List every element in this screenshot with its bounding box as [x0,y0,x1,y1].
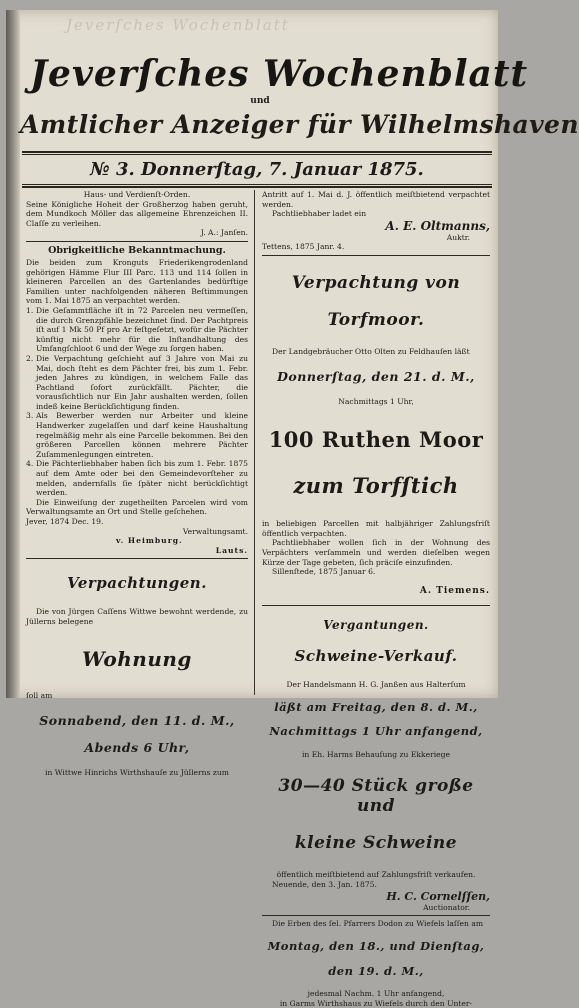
newspaper-page [6,10,579,1008]
torf-big-2: zum Torfſtich [293,473,459,499]
notice-item-number: 3. [26,411,34,421]
torf-big-1: 100 Ruthen Moor [268,427,484,453]
page-binding-edge [6,10,20,698]
top-text: Antritt auf 1. Mai d. J. öffentlich meiſtbietend verpachtet werden. [262,190,490,209]
notice-item-number: 2. [26,353,34,363]
torf-heading-1: Verpachtung von [291,272,461,293]
vergantungen-heading: Vergantungen. [323,617,429,632]
erben-place: in Garms Wirthshaus zu Wiefels durch den Unter- [279,998,473,1008]
pacht-time: Abends 6 Uhr, [84,740,190,756]
notice-item-text: Die Pächterliebhaber haben ſich bis zum 1. Febr. 1875 auf dem Amte oder bei den Gemeindevorſteher zu melden, andernfalls ſie ſpäter nicht berückſichtigt werden. [36,459,248,498]
divider [262,915,490,916]
erben-time: jedesmal Nachm. 1 Uhr anfangend, [307,989,445,999]
schweine-heading: Schweine-Verkauf. [294,646,458,665]
pacht-heading: Verpachtungen. [67,574,207,593]
masthead-subtitle: Amtlicher Anzeiger für Wilhelmshaven [20,110,579,139]
divider [262,255,490,256]
torf-text-2: Pachtliebhaber wollen ſich in der Wohnung des Verpächters verſammeln und werden dieſelben wegen Kürze der Tage gebeten, ſich präciſe einzufinden. [262,538,490,567]
notice-item-text: Die Geſammtfläche iſt in 72 Parcelen neu vermeſſen, die durch Grenzpfähle bezeichnet ſind. Der Pachtpreis iſt auf 1 Mk 50 Pf pro Ar feſtgeſetzt, wofür die Pächter künftig nicht mehr für die Inſtandhaltung des Umfangſchloot 6 und der Wege zu ſorgen haben. [36,305,248,354]
schweine-date-2: Nachmittags 1 Uhr anfangend, [269,724,483,739]
masthead-rule-top [22,151,492,153]
schweine-date-1: läßt am Freitag, den 8. d. M., [274,699,478,714]
pacht-wohnung: Wohnung [82,646,192,671]
divider [26,558,248,559]
torf-place: Sillenſtede, 1875 Januar 6. [272,567,376,577]
notice-item [26,306,248,354]
schweine-place: in Eh. Harms Behauſung zu Ekkeriege [302,749,450,759]
notice-intro: Die beiden zum Kronguts Friederikengrodenland gehörigen Hämme Flur III Parc. 113 und 114 ſollen in kleineren Parcellen an des Gartenlandes bedürftige Familien unter nachfolgenden näheren Beſtimmungen vom 1. Mai 1875 an verpachtet werden. [26,257,248,306]
pacht-soll: ſoll am [26,690,53,700]
top-text-2: Pachtliebhaber ladet ein [272,209,367,219]
erben-text: Die Erben des ſel. Pfarrers Dodon zu Wiefels laſſen am [272,919,484,929]
right-column [262,190,490,1008]
schweine-intro: Der Handelsmann H. G. Janßen aus Halterſum [286,679,466,689]
notice-item [26,459,248,497]
masthead-und: und [250,96,270,106]
notice-signature-1: v. Heimburg. [116,536,183,546]
pacht-text: Die von Jürgen Caſſens Wittwe bewohnt werdende, zu Jüllerns belegene [26,607,248,626]
pacht-date: Sonnabend, den 11. d. M., [39,712,235,728]
issue-line: № 3. Donnerſtag, 7. Januar 1875. [90,159,424,180]
notice-item [26,411,248,459]
torf-time: Nachmittags 1 Uhr, [338,396,414,406]
notice-office: Verwaltungsamt. [182,526,248,536]
pacht-place: in Wittwe Hinrichs Wirthshauſe zu Jüllerns zum [45,767,229,777]
notice-item [26,354,248,412]
issue-rule-thin [22,184,492,185]
torf-intro: Der Landgebräucher Otto Olten zu Feldhauſen läßt [272,346,470,356]
bleed-through-text: Jeverſches Wochenblatt [66,16,290,34]
orden-text: Seine Königliche Hoheit der Großherzog haben geruht, dem Mundkoch Möller das allgemeine Ehrenzeichen II. Claſſe zu verleihen. [26,199,248,228]
column-divider [254,190,255,695]
top-role: Auktr. [446,232,470,242]
notice-close: Die Einweiſung der zugetheilten Parcelen wird vom Verwaltungsamte an Ort und Stelle geſchehen. [26,497,248,517]
notice-item-text: Als Bewerber werden nur Arbeiter und kleine Handwerker zugelaſſen und darf keine Haushaltung regelmäßig mehr als eine Parcelle bekommen. Bei den größeren Parcellen können mehrere Pächter Zuſammenlegungen eintreten. [36,411,248,459]
notice-signature-2: Lauts. [215,545,248,555]
orden-heading: Haus- und Verdienſt-Orden. [83,190,191,199]
notice-heading: Obrigkeitliche Bekanntmachung. [48,244,226,256]
issue-rule-bottom [22,186,492,188]
left-column [26,190,248,777]
top-signature: A. E. Oltmanns, [385,218,490,233]
torf-heading-2: Torfmoor. [327,309,425,330]
masthead-rule-top-thin [22,154,492,155]
torf-signature: A. Tiemens. [419,585,490,596]
divider [26,241,248,242]
notice-place: Jever, 1874 Dec. 19. [26,517,104,526]
top-place: Tettens, 1875 Janr. 4. [262,242,345,252]
torf-text: in beliebigen Parcellen mit halbjähriger Zahlungsfriſt öffentlich verpachten. [262,519,490,538]
schweine-big-2: kleine Schweine [294,833,458,854]
erben-date-1: Montag, den 18., und Dienſtag, [267,939,485,954]
divider [262,605,490,606]
schweine-text: öffentlich meiſtbietend auf Zahlungsfriſt verkaufen. [276,870,476,880]
notice-item-text: Die Verpachtung geſchieht auf 3 Jahre von Mai zu Mai, doch ſteht es dem Pächter frei, bis zum 1. Febr. jeden Jahres zu kündigen, in welchem Falle das Pachtland ſofort zurückfällt. Pächter, die vorausſichtlich nur Ein Jahr aushalten werden, ſollen indeß keine Berückſichtigung finden. [36,353,248,411]
schweine-loc: Neuende, den 3. Jan. 1875. [272,880,377,889]
schweine-signature: H. C. Cornelſſen, [386,889,490,903]
torf-date: Donnerſtag, den 21. d. M., [277,369,475,385]
schweine-role: Auctionator. [423,902,470,912]
orden-signature: J. A.: Janſen. [200,228,248,238]
erben-date-2: den 19. d. M., [328,963,424,978]
schweine-big-1: 30—40 Stück große und [278,776,474,817]
masthead-title: Jeverſches Wochenblatt [30,53,529,95]
notice-item-number: 1. [26,305,34,315]
notice-item-number: 4. [26,459,34,469]
